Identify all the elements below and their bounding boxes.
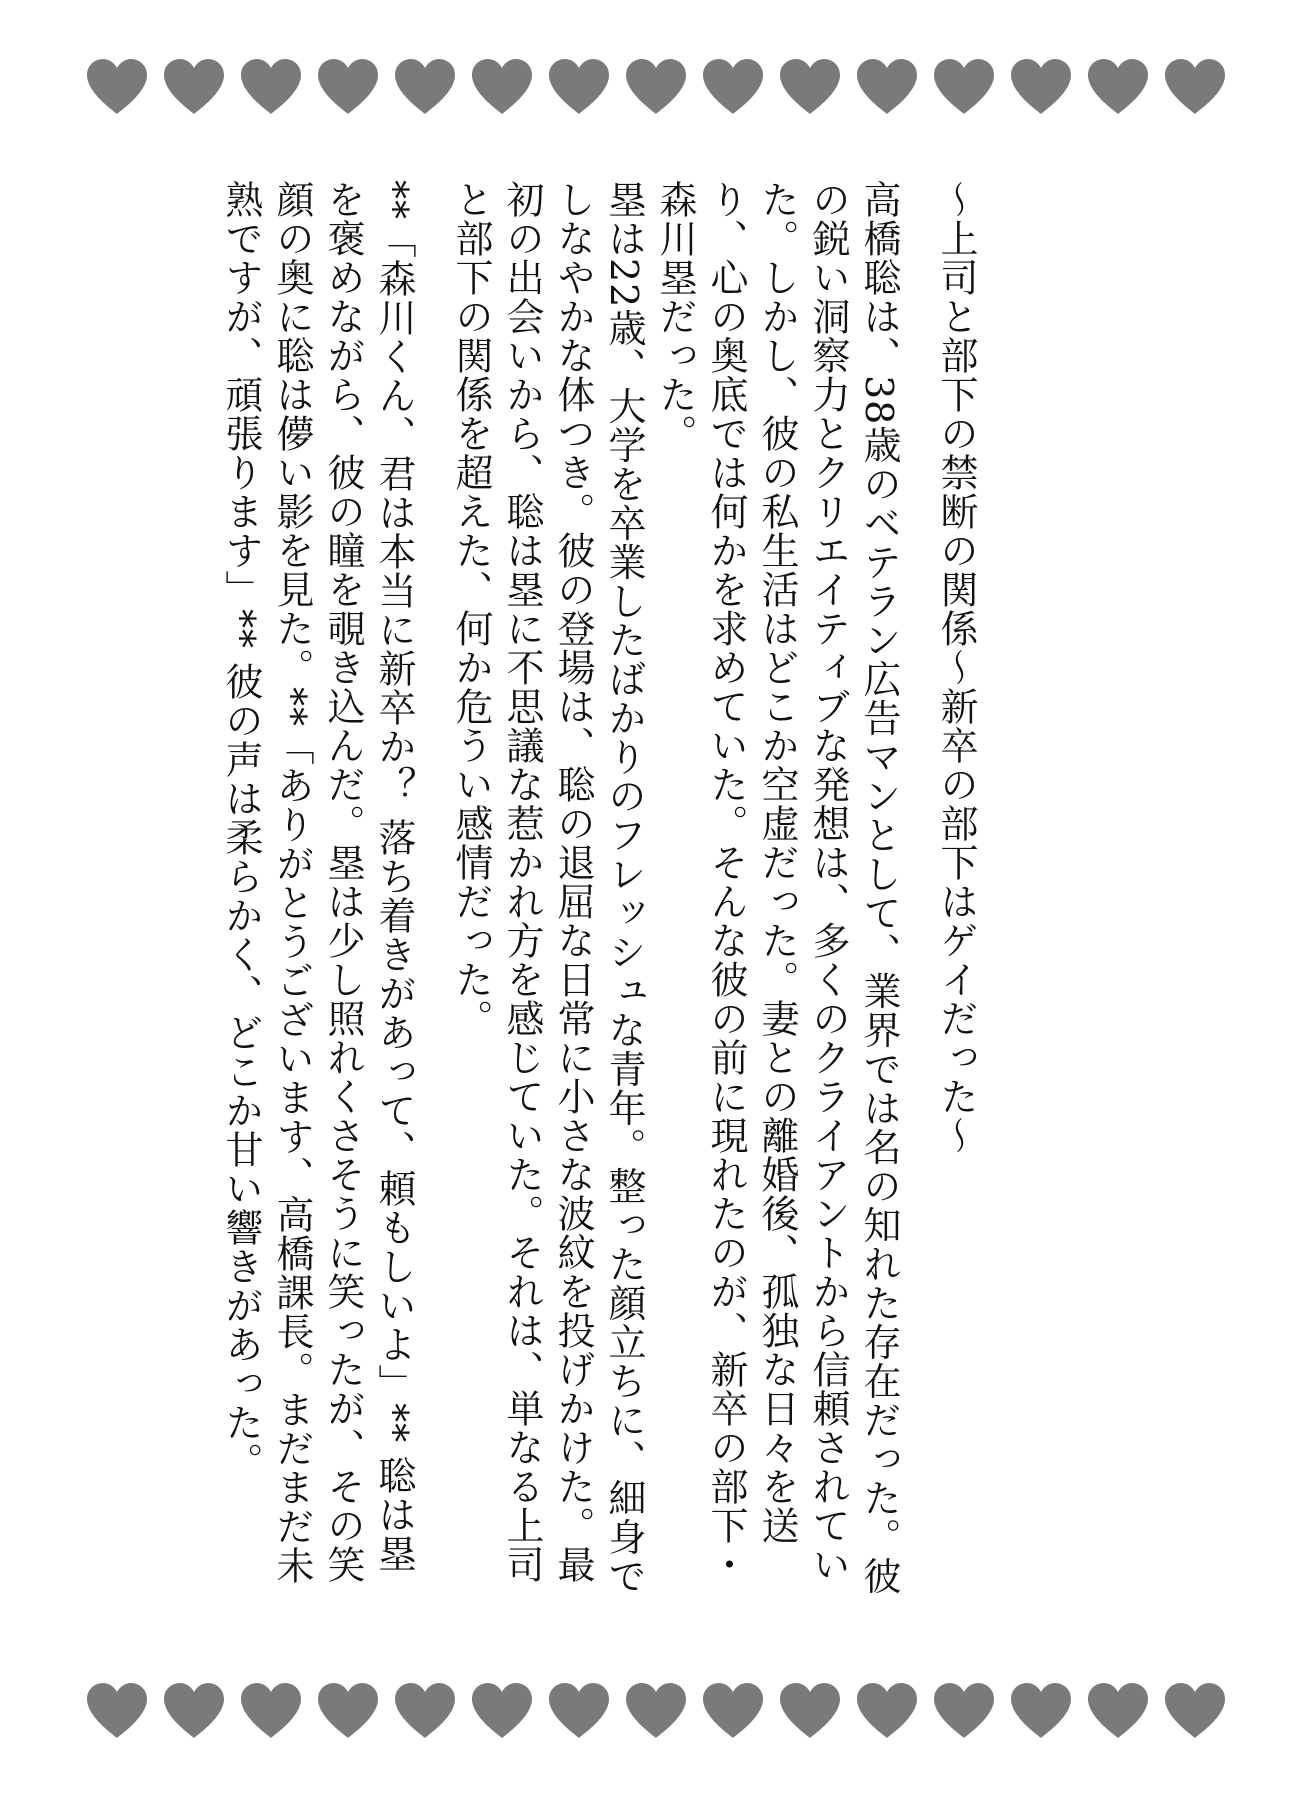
heart-icon <box>700 1681 766 1741</box>
heart-icon <box>84 1681 150 1741</box>
heart-icon <box>161 57 227 117</box>
story-text <box>189 180 981 1610</box>
heart-icon <box>1008 57 1074 117</box>
heart-icon <box>700 57 766 117</box>
heart-icon <box>623 1681 689 1741</box>
heart-icon <box>777 57 843 117</box>
bottom-heart-border <box>0 1676 1311 1746</box>
heart-icon <box>469 1681 535 1741</box>
heart-icon <box>315 57 381 117</box>
heart-icon <box>1085 57 1151 117</box>
heart-icon <box>238 1681 304 1741</box>
title-spacer <box>904 180 930 1610</box>
heart-icon <box>1162 57 1228 117</box>
heart-icon <box>777 1681 843 1741</box>
heart-icon <box>546 1681 612 1741</box>
heart-icon <box>854 57 920 117</box>
paragraph-2: 塁は22歳、大学を卒業したばかりのフレッシュな青年。整った顔立ちに、細身でしなやかな体つき。彼の登場は、聡の退屈な日常に小さな波紋を投げかけた。最初の出会いから、聡は塁に不思議な惹かれ方を感じていた。それは、単なる上司と部下の関係を超えた、何か危うい感情だった。 <box>449 180 646 1596</box>
heart-icon <box>931 57 997 117</box>
heart-icon <box>84 57 150 117</box>
heart-icon <box>1008 1681 1074 1741</box>
heart-icon <box>392 57 458 117</box>
heart-icon <box>238 57 304 117</box>
heart-icon <box>854 1681 920 1741</box>
heart-icon <box>1085 1681 1151 1741</box>
heart-icon <box>469 57 535 117</box>
story-title: ～上司と部下の禁断の関係～新卒の部下はゲイだった～ <box>934 180 978 1155</box>
top-heart-border <box>0 52 1311 122</box>
heart-icon <box>546 57 612 117</box>
heart-icon <box>931 1681 997 1741</box>
heart-icon <box>315 1681 381 1741</box>
heart-icon <box>161 1681 227 1741</box>
paragraph-3: **「森川くん、君は本当に新卒か？ 落ち着きがあって、頼もしいよ」** 聡は塁を褒めながら、彼の瞳を覗き込んだ。塁は少し照れくさそうに笑ったが、その笑顔の奥に聡は儚い影を見た。**「ありがとうございます、高橋課長。まだまだ未熟ですが、頑張ります」** 彼の声は柔らかく、どこか甘い響きがあった。 <box>219 180 416 1585</box>
paragraph-1: 高橋聡は、38歳のベテラン広告マンとして、業界では名の知れた存在だった。彼の鋭い洞察力とクリエイティブな発想は、多くのクライアントから信頼されていた。しかし、彼の私生活はどこか空虚だった。妻との離婚後、孤独な日々を送り、心の奥底では何かを求めていた。そんな彼の前に現れたのが、新卒の部下・森川塁だった。 <box>653 180 901 1596</box>
heart-icon <box>623 57 689 117</box>
heart-icon <box>392 1681 458 1741</box>
heart-icon <box>1162 1681 1228 1741</box>
